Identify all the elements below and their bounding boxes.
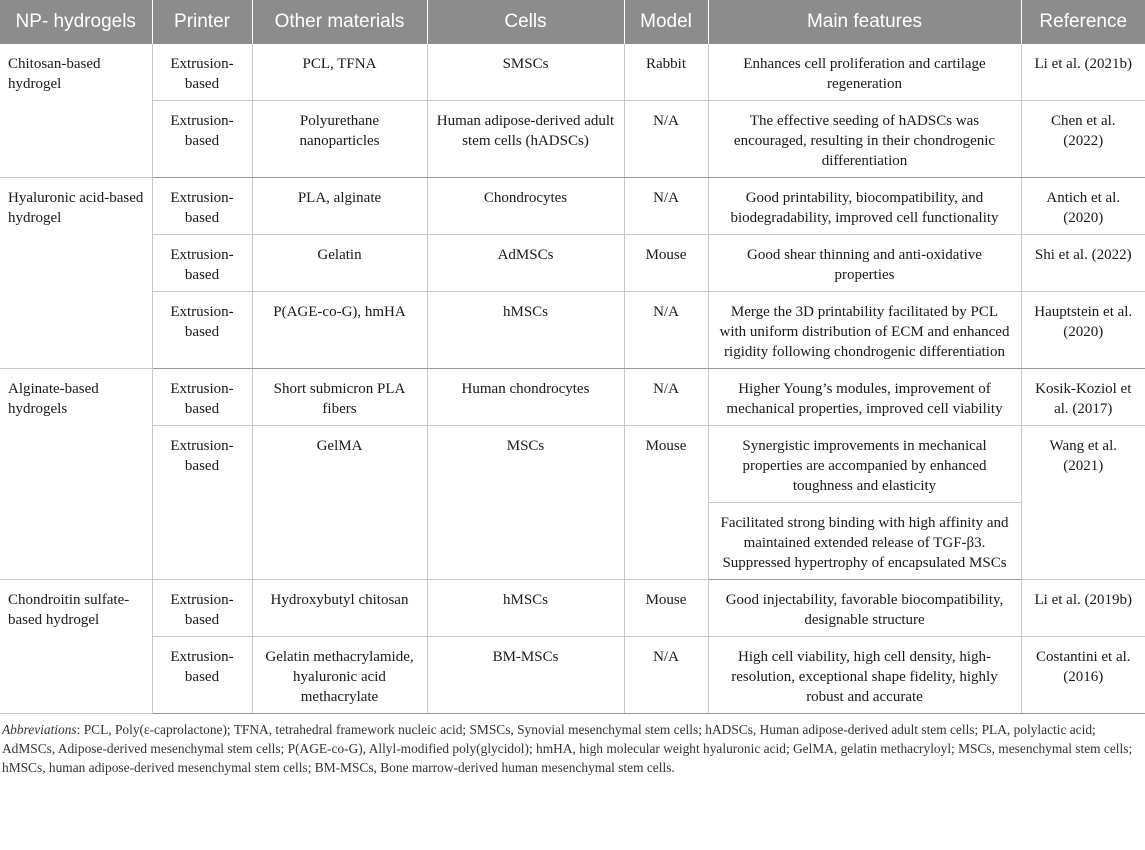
materials-cell: Short submicron PLA fibers [252, 369, 427, 426]
abbreviations-footnote [0, 714, 1145, 777]
features-cell: High cell viability, high cell density, high-resolution, exceptional shape fidelity, highly robust and accurate [708, 637, 1021, 714]
reference-cell: Li et al. (2019b) [1021, 580, 1145, 637]
cells-cell: Chondrocytes [427, 178, 624, 235]
table-row [0, 292, 1145, 369]
table-row [0, 637, 1145, 714]
printer-cell: Extrusion-based [152, 580, 252, 637]
group-name: Chondroitin sulfate-based hydrogel [0, 580, 152, 714]
group-name: Alginate-based hydrogels [0, 369, 152, 580]
cells-cell: Human chondrocytes [427, 369, 624, 426]
materials-cell: GelMA [252, 426, 427, 580]
printer-cell: Extrusion-based [152, 235, 252, 292]
cells-cell: hMSCs [427, 580, 624, 637]
header-other-materials: Other materials [252, 0, 427, 44]
cells-cell: BM-MSCs [427, 637, 624, 714]
group-name: Hyaluronic acid-based hydrogel [0, 178, 152, 369]
footnote-label: Abbreviations [2, 722, 77, 737]
materials-cell: PCL, TFNA [252, 44, 427, 101]
header-reference: Reference [1021, 0, 1145, 44]
reference-cell: Hauptstein et al. (2020) [1021, 292, 1145, 369]
printer-cell: Extrusion-based [152, 292, 252, 369]
features-cell: Merge the 3D printability facilitated by PCL with uniform distribution of ECM and enhanced rigidity following chondrogenic differentiation [708, 292, 1021, 369]
printer-cell: Extrusion-based [152, 178, 252, 235]
materials-cell: Gelatin methacrylamide, hyaluronic acid methacrylate [252, 637, 427, 714]
table-row [0, 426, 1145, 503]
materials-cell: PLA, alginate [252, 178, 427, 235]
features-cell: Good printability, biocompatibility, and biodegradability, improved cell functionality [708, 178, 1021, 235]
features-cell: Good shear thinning and anti-oxidative properties [708, 235, 1021, 292]
model-cell: N/A [624, 178, 708, 235]
model-cell: Mouse [624, 235, 708, 292]
footnote-text: : PCL, Poly(ε-caprolactone); TFNA, tetrahedral framework nucleic acid; SMSCs, Synovial mesenchymal stem cells; hADSCs, Human adipose-derived adult stem cells; PLA, polylactic acid; AdMSCs, Adipose-derived mesenchymal stem cells; P(AGE-co-G), Allyl-modified poly(glycidol); hmHA, high molecular weight hyaluronic acid; GelMA, gelatin methacryloyl; MSCs, mesenchymal stem cells; hMSCs, human adipose-derived mesenchymal stem cells; BM-MSCs, Bone marrow-derived human mesenchymal stem cells. [2, 722, 1133, 775]
printer-cell: Extrusion-based [152, 637, 252, 714]
table-row [0, 101, 1145, 178]
model-cell: N/A [624, 369, 708, 426]
header-cells: Cells [427, 0, 624, 44]
model-cell: Mouse [624, 580, 708, 637]
header-main-features: Main features [708, 0, 1021, 44]
header-np-hydrogels: NP- hydrogels [0, 0, 152, 44]
reference-cell: Antich et al. (2020) [1021, 178, 1145, 235]
materials-cell: Hydroxybutyl chitosan [252, 580, 427, 637]
header-row [0, 0, 1145, 44]
model-cell: N/A [624, 292, 708, 369]
reference-cell: Li et al. (2021b) [1021, 44, 1145, 101]
printer-cell: Extrusion-based [152, 44, 252, 101]
features-cell: Enhances cell proliferation and cartilage regeneration [708, 44, 1021, 101]
features-cell: Good injectability, favorable biocompatibility, designable structure [708, 580, 1021, 637]
model-cell: N/A [624, 637, 708, 714]
model-cell: N/A [624, 101, 708, 178]
header-printer: Printer [152, 0, 252, 44]
materials-cell: Polyurethane nanoparticles [252, 101, 427, 178]
cells-cell: hMSCs [427, 292, 624, 369]
features-cell: Facilitated strong binding with high affinity and maintained extended release of TGF-β3. Suppressed hypertrophy of encapsulated MSCs [708, 503, 1021, 580]
table-row [0, 44, 1145, 101]
table-row [0, 580, 1145, 637]
printer-cell: Extrusion-based [152, 101, 252, 178]
header-model: Model [624, 0, 708, 44]
materials-cell: Gelatin [252, 235, 427, 292]
printer-cell: Extrusion-based [152, 369, 252, 426]
table-row [0, 178, 1145, 235]
model-cell: Rabbit [624, 44, 708, 101]
model-cell: Mouse [624, 426, 708, 580]
reference-cell: Kosik-Koziol et al. (2017) [1021, 369, 1145, 426]
group-name: Chitosan-based hydrogel [0, 44, 152, 178]
reference-cell: Shi et al. (2022) [1021, 235, 1145, 292]
reference-cell: Wang et al. (2021) [1021, 426, 1145, 580]
cells-cell: AdMSCs [427, 235, 624, 292]
reference-cell: Costantini et al. (2016) [1021, 637, 1145, 714]
cells-cell: SMSCs [427, 44, 624, 101]
table-row [0, 369, 1145, 426]
features-cell: Synergistic improvements in mechanical properties are accompanied by enhanced toughness and elasticity [708, 426, 1021, 503]
cells-cell: MSCs [427, 426, 624, 580]
cells-cell: Human adipose-derived adult stem cells (hADSCs) [427, 101, 624, 178]
table-row [0, 235, 1145, 292]
features-cell: The effective seeding of hADSCs was encouraged, resulting in their chondrogenic differentiation [708, 101, 1021, 178]
materials-cell: P(AGE-co-G), hmHA [252, 292, 427, 369]
reference-cell: Chen et al. (2022) [1021, 101, 1145, 178]
printer-cell: Extrusion-based [152, 426, 252, 580]
features-cell: Higher Young’s modules, improvement of mechanical properties, improved cell viability [708, 369, 1021, 426]
